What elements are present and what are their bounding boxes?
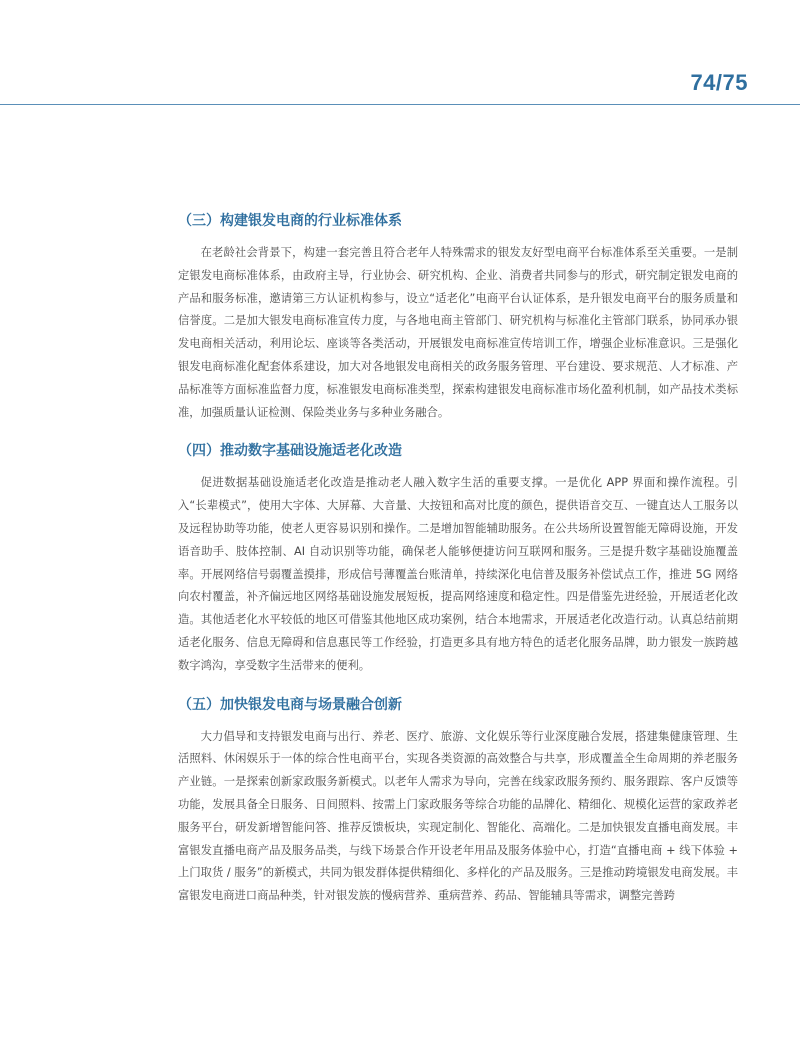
section-infrastructure <box>178 440 738 677</box>
section-standards <box>178 210 738 424</box>
section-title: （五）加快银发电商与场景融合创新 <box>178 696 402 713</box>
section-paragraph: 大力倡导和支持银发电商与出行、养老、医疗、旅游、文化娱乐等行业深度融合发展，搭建集健康管理、生活照料、休闲娱乐于一体的综合性电商平台，实现各类资源的高效整合与共享，形成覆盖全生命周期的养老服务产业链。一是探索创新家政服务新模式。以老年人需求为导向，完善在线家政服务预约、服务跟踪、客户反馈等功能，发展具备全日服务、日间照料、按需上门家政服务等综合功能的品牌化、精细化、规模化运营的家政养老服务平台，研发新增智能问答、推荐反馈板块，实现定制化、智能化、高端化。二是加快银发直播电商发展。丰富银发直播电商产品及服务品类，与线下场景合作开设老年用品及服务体验中心，打造“直播电商 + 线下体验 + 上门取货 / 服务”的新模式，共同为银发群体提供精细化、多样化的产品及服务。三是推动跨境银发电商发展。丰富银发电商进口商品种类，针对银发族的慢病营养、重病营养、药品、智能辅具等需求，调整完善跨 <box>178 729 738 903</box>
page-number: 74/75 <box>690 70 748 95</box>
section-title: （四）推动数字基础设施适老化改造 <box>178 443 402 460</box>
section-paragraph: 促进数据基础设施适老化改造是推动老人融入数字生活的重要支撑。一是优化 APP 界面和操作流程。引入“长辈模式”，使用大字体、大屏幕、大音量、大按钮和高对比度的颜色，提供语音交互、一键直达人工服务以及远程协助等功能，使老人更容易识别和操作。二是增加智能辅助服务。在公共场所设置智能无障碍设施，开发语音助手、肢体控制、AI 自动识别等功能，确保老人能够便捷访问互联网和服务。三是提升数字基础设施覆盖率。开展网络信号弱覆盖摸排，形成信号薄覆盖台账清单，持续深化电信普及服务补偿试点工作，推进 5G 网络向农村覆盖，补齐偏远地区网络基础设施发展短板，提高网络速度和稳定性。四是借鉴先进经验，开展适老化改造。其他适老化水平较低的地区可借鉴其他地区成功案例，结合本地需求，开展适老化改造行动。认真总结前期适老化服务、信息无障碍和信息惠民等工作经验，打造更多具有地方特色的适老化服务品牌，助力银发一族跨越数字鸿沟，享受数字生活带来的便利。 <box>178 476 738 672</box>
page-content <box>178 210 738 924</box>
section-title: （三）构建银发电商的行业标准体系 <box>178 213 402 229</box>
section-paragraph: 在老龄社会背景下，构建一套完善且符合老年人特殊需求的银发友好型电商平台标准体系至关重要。一是制定银发电商标准体系，由政府主导，行业协会、研究机构、企业、消费者共同参与的形式，研究制定银发电商的产品和服务标准，邀请第三方认证机构参与，设立“适老化”电商平台认证体系，是升银发电商平台的服务质量和信誉度。二是加大银发电商标准宣传力度，与各地电商主管部门、研究机构与标准化主管部门联系，协同承办银发电商相关活动，利用论坛、座谈等各类活动，开展银发电商标准宣传培训工作，增强企业标准意识。三是强化银发电商标准化配套体系建设，加大对各地银发电商相关的政务服务管理、平台建设、要求规范、人才标准、产品标准等方面标准监督力度，标准银发电商标准类型，探索构建银发电商标准市场化盈利机制，如产品技术类标准，加强质量认证检测、保险类业务与多种业务融合。 <box>178 246 738 419</box>
header-divider <box>0 104 800 105</box>
section-scene-integration <box>178 694 738 908</box>
